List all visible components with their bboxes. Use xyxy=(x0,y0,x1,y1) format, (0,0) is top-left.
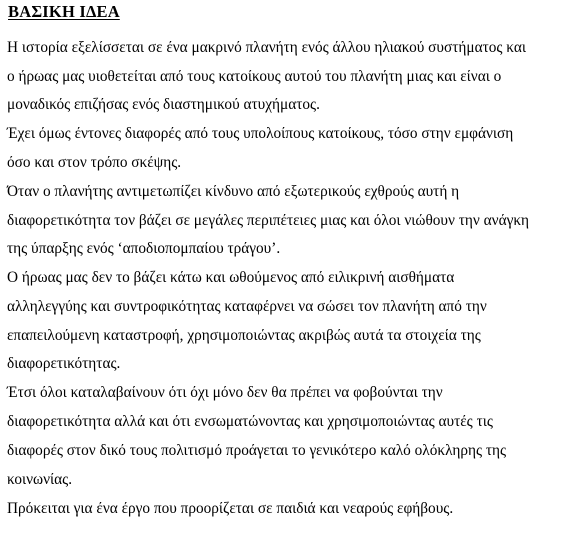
text-line: της ύπαρξης ενός ‘αποδιοπομπαίου τράγου’. xyxy=(7,240,281,257)
text-line: διαφορετικότητας. xyxy=(7,355,121,372)
text-line: διαφορετικότητα αλλά και ότι ενσωματώνοντας και χρησιμοποιώντας αυτές τις xyxy=(7,413,493,430)
text-line: Η ιστορία εξελίσσεται σε ένα μακρινό πλανήτη ενός άλλου ηλιακού συστήματος και xyxy=(7,39,526,56)
text-line: διαφορές στον δικό τους πολιτισμό προάγεται το γενικότερο καλό ολόκληρης της xyxy=(7,442,507,459)
document-title: ΒΑΣΙΚΗ ΙΔΕΑ xyxy=(8,2,120,21)
text-line: μοναδικός επιζήσας ενός διαστημικού ατυχήματος. xyxy=(7,96,320,113)
text-line: διαφορετικότητα τον βάζει σε μεγάλες περιπέτειες μιας και όλοι νιώθουν την ανάγκη xyxy=(7,212,530,229)
text-line: κοινωνίας. xyxy=(7,471,73,488)
text-line: Όταν ο πλανήτης αντιμετωπίζει κίνδυνο από εξωτερικούς εχθρούς αυτή η xyxy=(7,183,460,200)
text-line: επαπειλούμενη καταστροφή, χρησιμοποιώντας ακριβώς αυτά τα στοιχεία της xyxy=(7,327,481,344)
text-line: όσο και στον τρόπο σκέψης. xyxy=(7,154,182,171)
text-line: Έχει όμως έντονες διαφορές από τους υπολοίπους κατοίκους, τόσο στην εμφάνιση xyxy=(7,125,514,142)
text-line: αλληλεγγύης και συντροφικότητας καταφέρνει να σώσει τον πλανήτη από την xyxy=(7,298,487,315)
text-line: ο ήρωας μας υιοθετείται από τους κατοίκους αυτού του πλανήτη μιας και είναι ο xyxy=(7,68,502,85)
text-line: Έτσι όλοι καταλαβαίνουν ότι όχι μόνο δεν θα πρέπει να φοβούνται την xyxy=(7,384,443,401)
text-line: Πρόκειται για ένα έργο που προορίζεται σε παιδιά και νεαρούς εφήβους. xyxy=(7,500,454,517)
text-line: Ο ήρωας μας δεν το βάζει κάτω και ωθούμενος από ειλικρινή αισθήματα xyxy=(7,269,455,286)
